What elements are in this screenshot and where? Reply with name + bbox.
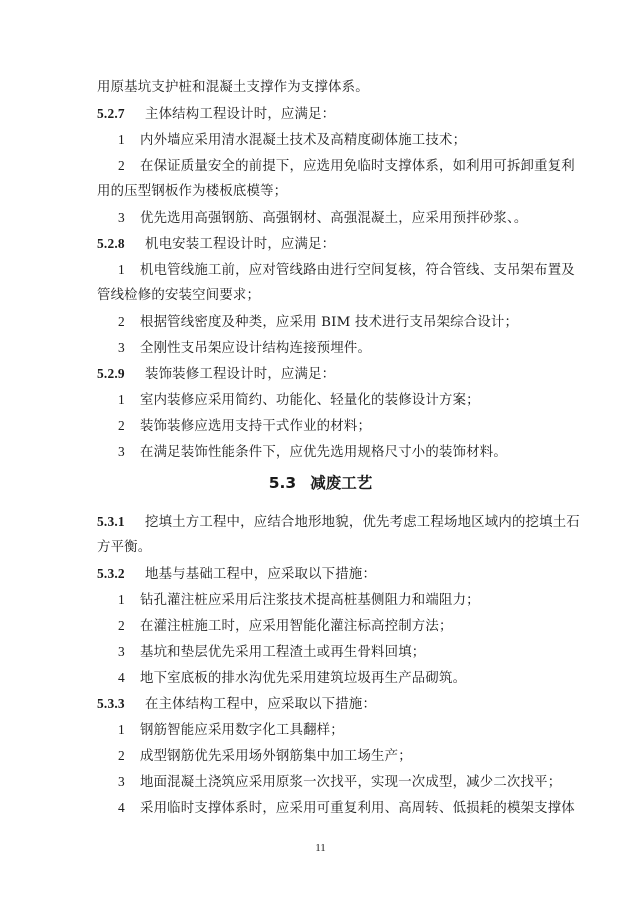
- text-line: 用的压型钢板作为楼板底模等；: [97, 184, 288, 199]
- list-item: 3 全刚性支吊架应设计结构连接预埋件。: [118, 340, 372, 356]
- clause-5-3-1: 5.3.1 挖填土方工程中，应结合地形地貌，优先考虑工程场地区域内的挖填土石: [97, 514, 580, 530]
- list-item: 4 采用临时支撑体系时，应采用可重复利用、高周转、低损耗的模架支撑体: [118, 800, 575, 816]
- list-item: 1 室内装修应采用简约、功能化、轻量化的装修设计方案；: [118, 392, 480, 408]
- text-line: 方平衡。: [97, 540, 152, 555]
- list-item: 1 钢筋智能应采用数字化工具翻样；: [118, 722, 344, 738]
- list-item: 4 地下室底板的排水沟优先采用建筑垃圾再生产品砌筑。: [118, 670, 467, 686]
- clause-number: 5.3.1: [97, 514, 125, 529]
- text-line: 用原基坑支护桩和混凝土支撑作为支撑体系。: [97, 80, 369, 95]
- clause-number: 5.2.9: [97, 366, 125, 381]
- clause-number: 5.2.7: [97, 106, 125, 121]
- list-item: 3 优先选用高强钢筋、高强钢材、高强混凝土，应采用预拌砂浆、。: [118, 210, 528, 226]
- list-item: 1 机电管线施工前，应对管线路由进行空间复核，符合管线、支吊架布置及: [118, 262, 575, 278]
- list-item: 1 钻孔灌注桩应采用后注浆技术提高桩基侧阻力和端阻力；: [118, 592, 480, 608]
- clause-number: 5.2.8: [97, 236, 125, 251]
- list-item: 3 地面混凝土浇筑应采用原浆一次找平，实现一次成型，减少二次找平；: [118, 774, 562, 790]
- list-item: 2 装饰装修应选用支持干式作业的材料；: [118, 418, 372, 434]
- list-item: 3 基坑和垫层优先采用工程渣土或再生骨料回填；: [118, 644, 426, 660]
- list-item: 2 在灌注桩施工时，应采用智能化灌注标高控制方法；: [118, 618, 453, 634]
- page-number: 11: [315, 842, 326, 854]
- section-title: 减废工艺: [310, 474, 373, 492]
- clause-number: 5.3.2: [97, 566, 125, 581]
- section-number: 5.3: [268, 474, 297, 492]
- text-line: 管线检修的安装空间要求；: [97, 288, 261, 303]
- clause-5-2-9: 5.2.9 装饰装修工程设计时，应满足：: [97, 366, 336, 382]
- clause-5-2-8: 5.2.8 机电安装工程设计时，应满足：: [97, 236, 336, 252]
- list-item: 2 成型钢筋优先采用场外钢筋集中加工场生产；: [118, 748, 412, 764]
- section-heading: [0, 472, 641, 494]
- clause-5-3-3: 5.3.3 在主体结构工程中，应采取以下措施：: [97, 696, 377, 712]
- list-item: 3 在满足装饰性能条件下，应优先选用规格尺寸小的装饰材料。: [118, 444, 507, 460]
- clause-number: 5.3.3: [97, 696, 125, 711]
- list-item: 1 内外墙应采用清水混凝土技术及高精度砌体施工技术；: [118, 132, 467, 148]
- list-item: 2 根据管线密度及种类，应采用 BIM 技术进行支吊架综合设计；: [118, 314, 519, 330]
- list-item: 2 在保证质量安全的前提下，应选用免临时支撑体系，如利用可拆卸重复利: [118, 158, 575, 174]
- clause-5-3-2: 5.3.2 地基与基础工程中，应采取以下措施：: [97, 566, 377, 582]
- clause-5-2-7: 5.2.7 主体结构工程设计时，应满足：: [97, 106, 336, 122]
